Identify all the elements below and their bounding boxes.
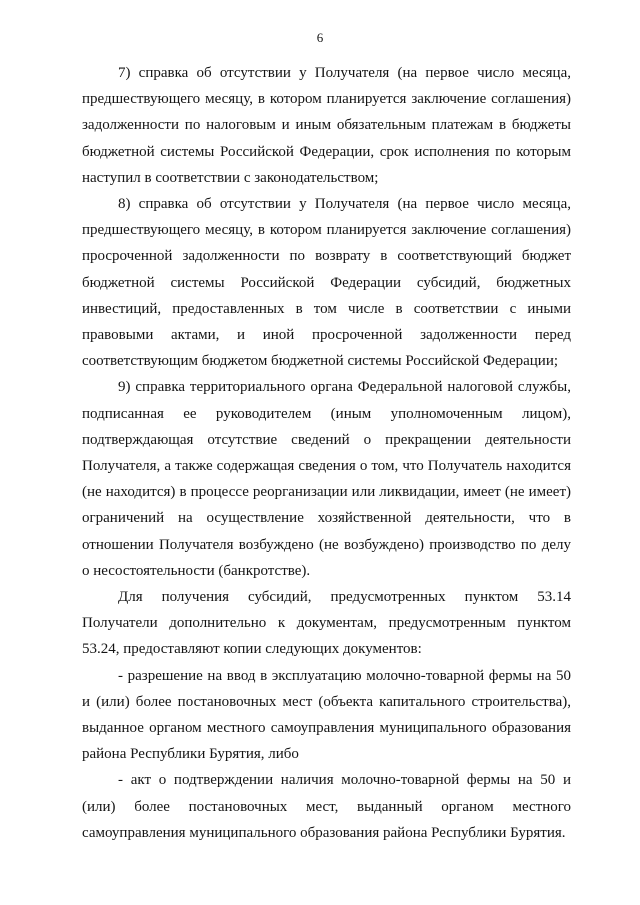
paragraph-item-9: 9) справка территориального органа Федеральной налоговой службы, подписанная ее руководителем (иным уполномоченным лицом), подтверждающая отсутствие сведений о прекращении деятельности Получателя, а также содержащая сведения о том, что Получатель находится (не находится) в процессе реорганизации или ликвидации, имеет (не имеет) ограничений на осуществление хозяйственной деятельности, что в отношении Получателя возбуждено (не возбуждено) производство по делу о несостоятельности (банкротстве). <box>82 379 571 579</box>
paragraph-subsidy-requirements: Для получения субсидий, предусмотренных пунктом 53.14 Получатели дополнительно к документам, предусмотренным пунктом 53.24, предоставляют копии следующих документов: <box>82 589 571 658</box>
paragraph-item-8: 8) справка об отсутствии у Получателя (на первое число месяца, предшествующего месяцу, в котором планируется заключение соглашения) просроченной задолженности по возврату в соответствующий бюджет бюджетной системы Российской Федерации субсидий, бюджетных инвестиций, предоставленных в том числе в соответствии с иными правовыми актами, и иной просроченной задолженности перед соответствующим бюджетом бюджетной системы Российской Федерации; <box>82 196 571 370</box>
page-number: 6 <box>316 30 324 45</box>
paragraph-list-item-permit: - разрешение на ввод в эксплуатацию молочно-товарной фермы на 50 и (или) более постановочных мест (объекта капитального строительства), выданное органом местного самоуправления муниципального образования района Республики Бурятия, либо <box>82 667 571 763</box>
paragraph-list-item-act: - акт о подтверждении наличия молочно-товарной фермы на 50 и (или) более постановочных мест, выданный органом местного самоуправления муниципального образования района Республики Бурятия. <box>82 772 571 841</box>
document-body <box>82 60 571 846</box>
paragraph-item-7: 7) справка об отсутствии у Получателя (на первое число месяца, предшествующего месяцу, в котором планируется заключение соглашения) задолженности по налоговым и иным обязательным платежам в бюджеты бюджетной системы Российской Федерации, срок исполнения по которым наступил в соответствии с законодательством; <box>82 65 571 186</box>
